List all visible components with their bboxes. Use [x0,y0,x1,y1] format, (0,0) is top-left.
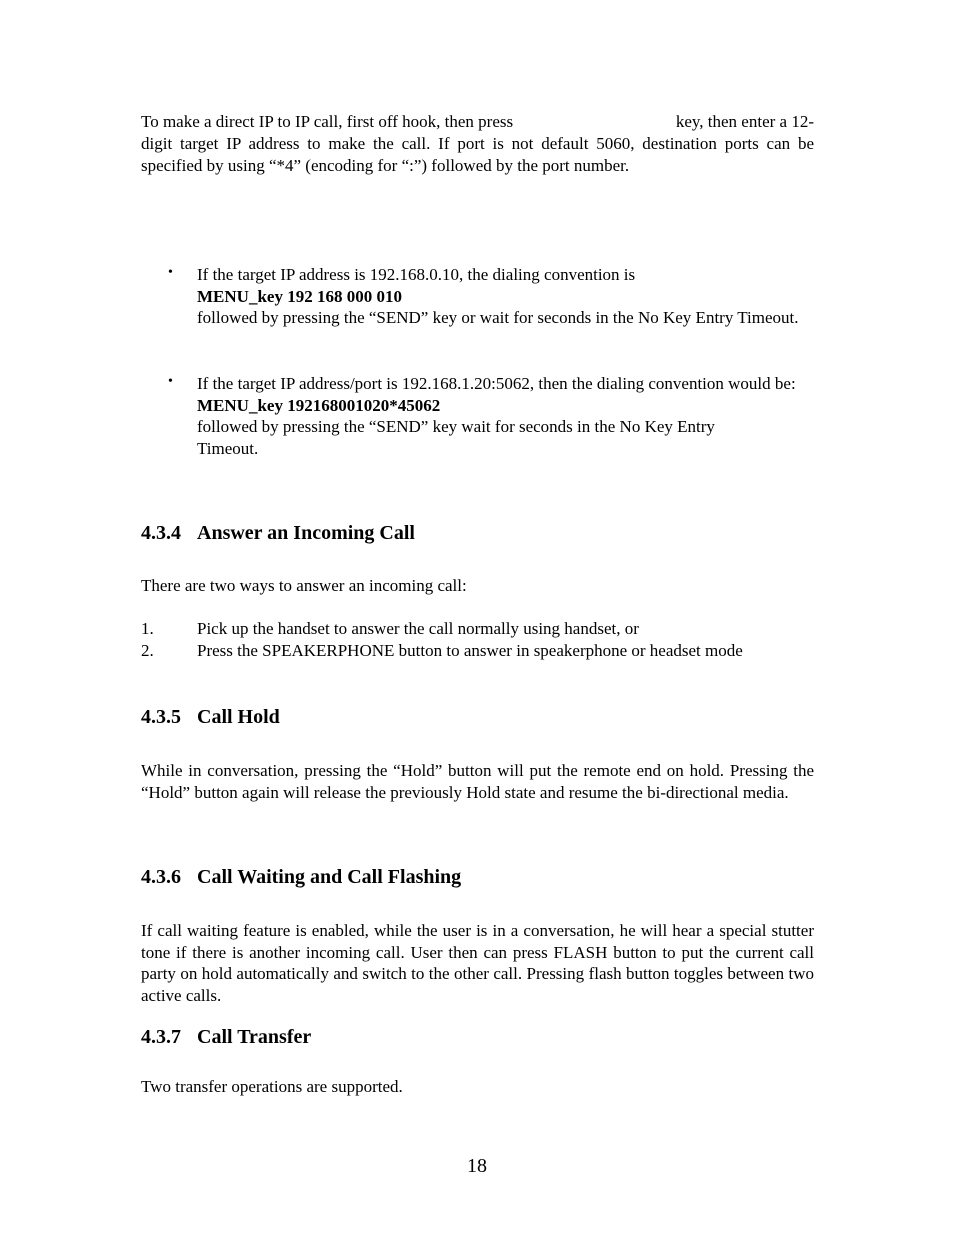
section-number: 4.3.6 [141,866,181,888]
section-title: Answer an Incoming Call [197,522,415,544]
intro-line-1 [141,112,814,134]
call-transfer-paragraph: Two transfer operations are supported. [141,1077,403,1096]
dial-sequence: MENU_key 192168001020*45062 [197,395,441,415]
section-title: Call Hold [197,706,280,728]
section-title: Call Transfer [197,1026,312,1048]
section-number: 4.3.5 [141,706,181,728]
intro-line-1-start: To make a direct IP to IP call, first off hook, then press [141,112,514,131]
intro-paragraph: digit target IP address to make the call. If port is not default 5060, destination ports can be specified by using “*4” (encoding for “:”) followed by the port number. [141,134,814,175]
answer-call-intro: There are two ways to answer an incoming call: [141,576,467,595]
example-ip-port-call [197,373,797,459]
dial-sequence: MENU_key 192 168 000 010 [197,286,402,306]
section-heading-call-hold [141,706,280,729]
page-number: 18 [467,1155,487,1177]
section-heading-call-waiting [141,866,461,889]
example-followup: followed by pressing the “SEND” key or wait for seconds in the No Key Entry Timeout. [197,308,799,327]
list-item-text: Pick up the handset to answer the call normally using handset, or [197,619,639,638]
section-number: 4.3.7 [141,1026,181,1048]
call-hold-paragraph: While in conversation, pressing the “Hold” button will put the remote end on hold. Pressing the “Hold” button again will release the previously Hold state and resume the bi-directional media. [141,761,814,802]
list-item-number: 1. [141,619,154,638]
bullet-marker: • [168,265,173,280]
section-heading-answer-call [141,522,415,545]
bullet-marker: • [168,374,173,389]
section-heading-call-transfer [141,1026,311,1049]
intro-line-1-end: key, then enter a 12- [675,112,814,131]
list-item-text: Press the SPEAKERPHONE button to answer in speakerphone or headset mode [197,641,743,660]
list-item-number: 2. [141,641,154,660]
call-waiting-paragraph: If call waiting feature is enabled, while the user is in a conversation, he will hear a special stutter tone if there is another incoming call. User then can press FLASH button to put the current call party on hold automatically and switch to the other call. Pressing flash button toggles between two active calls. [141,921,814,1005]
example-description: If the target IP address/port is 192.168.1.20:5062, then the dialing convention would be: [197,374,796,393]
example-description: If the target IP address is 192.168.0.10, the dialing convention is [197,265,636,284]
example-ip-call [197,264,814,329]
section-title: Call Waiting and Call Flashing [197,866,462,888]
section-number: 4.3.4 [141,522,181,544]
example-followup: followed by pressing the “SEND” key wait for seconds in the No Key Entry Timeout. [197,417,715,458]
